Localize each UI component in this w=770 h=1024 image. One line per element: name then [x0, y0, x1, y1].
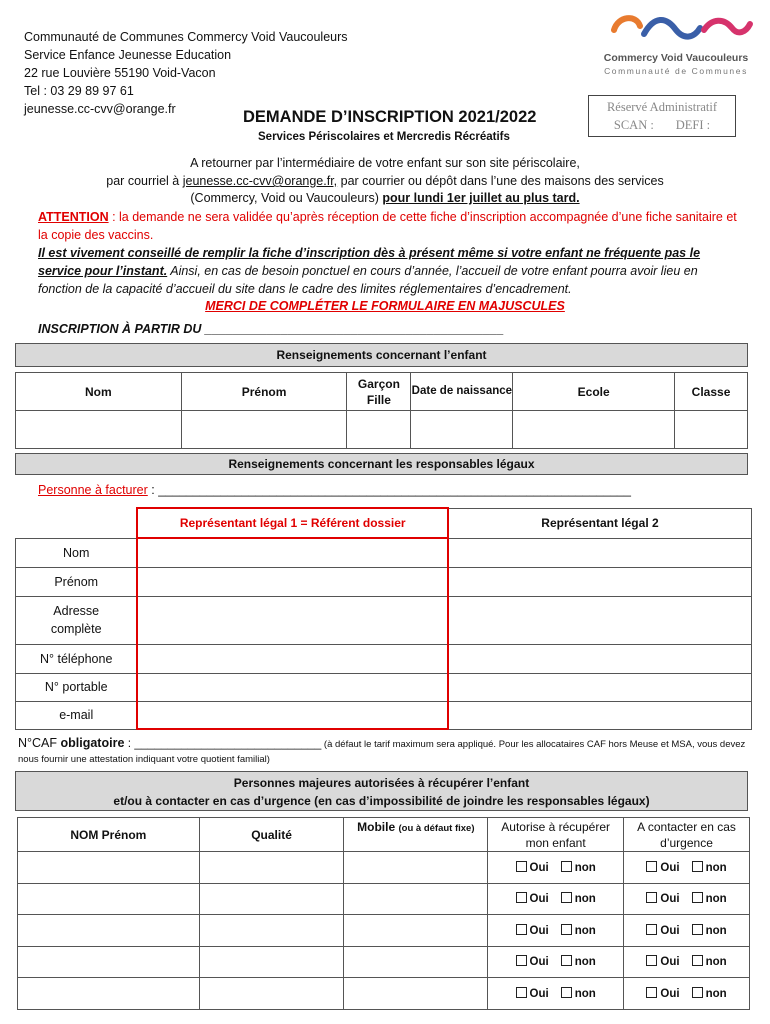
contact-non-checkbox[interactable]	[692, 925, 727, 937]
auth-quality-cell[interactable]	[199, 852, 344, 884]
authorized-row	[18, 852, 750, 884]
contact-oui-checkbox[interactable]	[646, 988, 679, 1000]
attention-label: ATTENTION	[38, 210, 109, 224]
checkbox-icon	[646, 892, 657, 903]
auth-mobile-cell[interactable]	[344, 915, 488, 947]
pickup-oui-checkbox[interactable]	[516, 988, 549, 1000]
intro-line-3	[0, 190, 770, 207]
advice-paragraph	[38, 244, 744, 298]
majuscules-notice: MERCI DE COMPLÉTER LE FORMULAIRE EN MAJUSCULES	[205, 299, 565, 313]
logo-waves-icon	[596, 8, 756, 48]
checkbox-icon	[646, 987, 657, 998]
child-birthdate-cell[interactable]	[411, 411, 513, 449]
rep1-email-cell[interactable]	[137, 701, 448, 729]
legal-row-label: e-mail	[16, 701, 138, 729]
auth-name-cell[interactable]	[18, 915, 200, 947]
checkbox-icon	[561, 987, 572, 998]
auth-col-mobile-note: (ou à défaut fixe)	[398, 823, 475, 834]
rep1-portable-cell[interactable]	[137, 673, 448, 701]
legal-section-title: Renseignements concernant les responsables légaux	[15, 453, 748, 475]
contact-oui-label: Oui	[660, 861, 680, 874]
child-table	[15, 372, 748, 449]
org-service: Service Enfance Jeunesse Education	[24, 48, 232, 62]
auth-pickup-cell	[488, 946, 624, 978]
inscription-date-field[interactable]: INSCRIPTION À PARTIR DU ___________________________________________	[38, 322, 504, 336]
auth-pickup-cell	[488, 883, 624, 915]
auth-quality-cell[interactable]	[199, 978, 344, 1010]
org-street: 22 rue Louvière 55190 Void-Vacon	[24, 66, 216, 80]
auth-mobile-cell[interactable]	[344, 946, 488, 978]
contact-oui-label: Oui	[660, 987, 680, 1000]
contact-non-checkbox[interactable]	[692, 956, 727, 968]
pickup-non-checkbox[interactable]	[561, 925, 596, 937]
intro-deadline: pour lundi 1er juillet au plus tard.	[382, 191, 580, 205]
contact-oui-label: Oui	[660, 893, 680, 906]
auth-pickup-cell	[488, 852, 624, 884]
intro-line-2-prefix: par courriel à	[106, 174, 183, 188]
legal-corner	[16, 508, 138, 538]
advice-bold: Il est vivement conseillé de remplir la fiche d’inscription dès à présent même si votre enfant ne fréquente pas le service pour l’instant.	[38, 246, 701, 278]
child-classe-cell[interactable]	[675, 411, 748, 449]
contact-oui-label: Oui	[660, 956, 680, 969]
checkbox-icon	[646, 955, 657, 966]
authorized-row	[18, 978, 750, 1010]
auth-name-cell[interactable]	[18, 978, 200, 1010]
authorized-title-line-2: et/ou à contacter en cas d’urgence (en cas d’impossibilité de joindre les responsables légaux)	[113, 794, 650, 808]
pickup-non-checkbox[interactable]	[561, 893, 596, 905]
checkbox-icon	[646, 861, 657, 872]
auth-contact-cell	[624, 915, 750, 947]
pickup-non-label: non	[574, 924, 596, 937]
authorized-title-line-1: Personnes majeures autorisées à récupérer l’enfant	[233, 776, 530, 790]
legal-row-label: N° téléphone	[16, 644, 138, 673]
contact-non-label: non	[705, 956, 727, 969]
pickup-oui-checkbox[interactable]	[516, 956, 549, 968]
legal-table-header	[16, 508, 752, 538]
auth-col-contact: A contacter en cas d’urgence	[624, 818, 750, 852]
child-prenom-cell[interactable]	[181, 411, 347, 449]
contact-oui-label: Oui	[660, 924, 680, 937]
rep1-prenom-cell[interactable]	[137, 567, 448, 596]
auth-quality-cell[interactable]	[199, 883, 344, 915]
logo-title: Commercy Void Vaucouleurs	[603, 52, 749, 64]
checkbox-icon	[692, 924, 703, 935]
form-subtitle: Services Périscolaires et Mercredis Récréatifs	[258, 131, 510, 143]
pickup-oui-label: Oui	[529, 956, 549, 969]
auth-name-cell[interactable]	[18, 852, 200, 884]
pickup-oui-label: Oui	[529, 861, 549, 874]
form-title: DEMANDE D’INSCRIPTION 2021/2022	[243, 108, 537, 126]
legal-row	[16, 538, 752, 567]
auth-contact-cell	[624, 946, 750, 978]
child-col-birthdate: Date de naissance	[411, 373, 513, 411]
intro-line-3-prefix: (Commercy, Void ou Vaucouleurs)	[190, 191, 383, 205]
auth-name-cell[interactable]	[18, 946, 200, 978]
contact-non-label: non	[705, 987, 727, 1000]
auth-pickup-cell	[488, 915, 624, 947]
reserved-admin-box	[588, 95, 736, 137]
pickup-non-checkbox[interactable]	[561, 956, 596, 968]
checkbox-icon	[692, 955, 703, 966]
authorized-row	[18, 946, 750, 978]
auth-col-pickup: Autorise à récupérer mon enfant	[488, 818, 624, 852]
checkbox-icon	[516, 987, 527, 998]
contact-non-label: non	[705, 924, 727, 937]
child-table-header	[16, 373, 748, 411]
auth-name-cell[interactable]	[18, 883, 200, 915]
contact-non-label: non	[705, 861, 727, 874]
contact-non-checkbox[interactable]	[692, 988, 727, 1000]
auth-col-mobile-label: Mobile	[357, 820, 396, 834]
caf-label: N°CAF	[18, 736, 61, 750]
legal-row	[16, 701, 752, 729]
rep2-email-cell[interactable]	[448, 701, 752, 729]
auth-mobile-cell[interactable]	[344, 978, 488, 1010]
legal-row-label: Prénom	[16, 567, 138, 596]
authorized-row	[18, 915, 750, 947]
rep1-nom-cell[interactable]	[137, 538, 448, 567]
caf-required: obligatoire	[60, 736, 125, 750]
checkbox-icon	[561, 892, 572, 903]
child-col-prenom: Prénom	[181, 373, 347, 411]
contact-non-label: non	[705, 893, 727, 906]
pickup-non-checkbox[interactable]	[561, 862, 596, 874]
authorized-section-title	[15, 771, 748, 811]
legal-row-label: Nom	[16, 538, 138, 567]
org-phone: Tel : 03 29 89 97 61	[24, 84, 134, 98]
org-email: jeunesse.cc-cvv@orange.fr	[24, 102, 176, 116]
authorized-table	[17, 817, 750, 1010]
attention-text: : la demande ne sera validée qu’après réception de cette fiche d’inscription accompagnée d’une fiche sanitaire et la copie des vaccins.	[38, 210, 737, 242]
auth-col-mobile	[344, 818, 488, 852]
auth-contact-cell	[624, 852, 750, 884]
authorized-row	[18, 883, 750, 915]
rep2-prenom-cell[interactable]	[448, 567, 752, 596]
child-col-nom: Nom	[16, 373, 182, 411]
legal-row	[16, 644, 752, 673]
auth-mobile-cell[interactable]	[344, 883, 488, 915]
rep1-header: Représentant légal 1 = Référent dossier	[137, 508, 448, 538]
checkbox-icon	[561, 861, 572, 872]
contact-oui-checkbox[interactable]	[646, 862, 679, 874]
pickup-non-label: non	[574, 956, 596, 969]
legal-row-label: Adresse complète	[16, 596, 138, 644]
child-table-row	[16, 411, 748, 449]
intro-line-2	[0, 173, 770, 190]
checkbox-icon	[516, 924, 527, 935]
rep1-adresse-cell[interactable]	[137, 596, 448, 644]
pickup-oui-checkbox[interactable]	[516, 893, 549, 905]
caf-line: : ____________________________	[124, 736, 322, 750]
contact-oui-checkbox[interactable]	[646, 893, 679, 905]
reserved-fields: SCAN : DEFI :	[613, 118, 711, 132]
contact-non-checkbox[interactable]	[692, 862, 727, 874]
checkbox-icon	[692, 892, 703, 903]
checkbox-icon	[516, 861, 527, 872]
legal-row	[16, 596, 752, 644]
contact-oui-checkbox[interactable]	[646, 956, 679, 968]
legal-table	[15, 507, 752, 730]
org-name: Communauté de Communes Commercy Void Vaucouleurs	[24, 30, 348, 44]
reserved-label: Réservé Administratif	[606, 100, 718, 114]
legal-row	[16, 673, 752, 701]
child-ecole-cell[interactable]	[513, 411, 675, 449]
pickup-non-label: non	[574, 987, 596, 1000]
rep2-portable-cell[interactable]	[448, 673, 752, 701]
contact-oui-checkbox[interactable]	[646, 925, 679, 937]
child-gender-cell[interactable]	[347, 411, 411, 449]
checkbox-icon	[646, 924, 657, 935]
child-section-title: Renseignements concernant l’enfant	[15, 343, 748, 367]
caf-field[interactable]	[18, 736, 750, 767]
auth-col-quality: Qualité	[199, 818, 344, 852]
contact-non-checkbox[interactable]	[692, 893, 727, 905]
child-col-ecole: Ecole	[513, 373, 675, 411]
intro-line-2-suffix: par courrier ou dépôt dans l’une des maisons des services	[337, 174, 664, 188]
child-nom-cell[interactable]	[16, 411, 182, 449]
pickup-oui-label: Oui	[529, 893, 549, 906]
auth-contact-cell	[624, 883, 750, 915]
rep2-nom-cell[interactable]	[448, 538, 752, 567]
authorized-rows	[18, 852, 750, 1010]
bill-person-line: : ____________________________________________________________________	[147, 483, 631, 497]
logo-subtitle: Communauté de Communes	[604, 66, 748, 76]
checkbox-icon	[516, 892, 527, 903]
checkbox-icon	[692, 987, 703, 998]
auth-quality-cell[interactable]	[199, 915, 344, 947]
bill-person-field[interactable]	[38, 483, 631, 497]
pickup-non-label: non	[574, 893, 596, 906]
pickup-oui-label: Oui	[529, 924, 549, 937]
rep2-adresse-cell[interactable]	[448, 596, 752, 644]
pickup-non-checkbox[interactable]	[561, 988, 596, 1000]
rep2-header: Représentant légal 2	[448, 508, 752, 538]
rep1-telephone-cell[interactable]	[137, 644, 448, 673]
cc-logo	[596, 8, 756, 78]
pickup-oui-checkbox[interactable]	[516, 925, 549, 937]
caf-note: (à défaut le tarif maximum sera appliqué. Pour les allocataires CAF hors Meuse et MSA, vous devez nous fournir une attestation indiquant votre quotient familial)	[18, 739, 746, 765]
auth-contact-cell	[624, 978, 750, 1010]
pickup-non-label: non	[574, 861, 596, 874]
checkbox-icon	[516, 955, 527, 966]
pickup-oui-label: Oui	[529, 987, 549, 1000]
authorized-table-header	[18, 818, 750, 852]
auth-pickup-cell	[488, 978, 624, 1010]
intro-line-1: A retourner par l’intermédiaire de votre enfant sur son site périscolaire,	[190, 156, 580, 170]
legal-row-label: N° portable	[16, 673, 138, 701]
attention-paragraph	[38, 208, 744, 244]
pickup-oui-checkbox[interactable]	[516, 862, 549, 874]
checkbox-icon	[561, 924, 572, 935]
auth-mobile-cell[interactable]	[344, 852, 488, 884]
checkbox-icon	[692, 861, 703, 872]
checkbox-icon	[561, 955, 572, 966]
legal-row	[16, 567, 752, 596]
child-col-gender: Garçon Fille	[347, 373, 411, 411]
auth-quality-cell[interactable]	[199, 946, 344, 978]
advice-rest: Ainsi, en cas de besoin ponctuel en cours d’année, l’accueil de votre enfant pourra avoir lieu en fonction de la capacité d’accueil du site dans le cadre des limites réglementaires d’encadrement.	[38, 264, 698, 296]
intro-email-link[interactable]: jeunesse.cc-cvv@orange.fr,	[182, 174, 338, 188]
bill-person-label: Personne à facturer	[38, 483, 148, 497]
child-col-classe: Classe	[675, 373, 748, 411]
auth-col-name: NOM Prénom	[18, 818, 200, 852]
rep2-telephone-cell[interactable]	[448, 644, 752, 673]
